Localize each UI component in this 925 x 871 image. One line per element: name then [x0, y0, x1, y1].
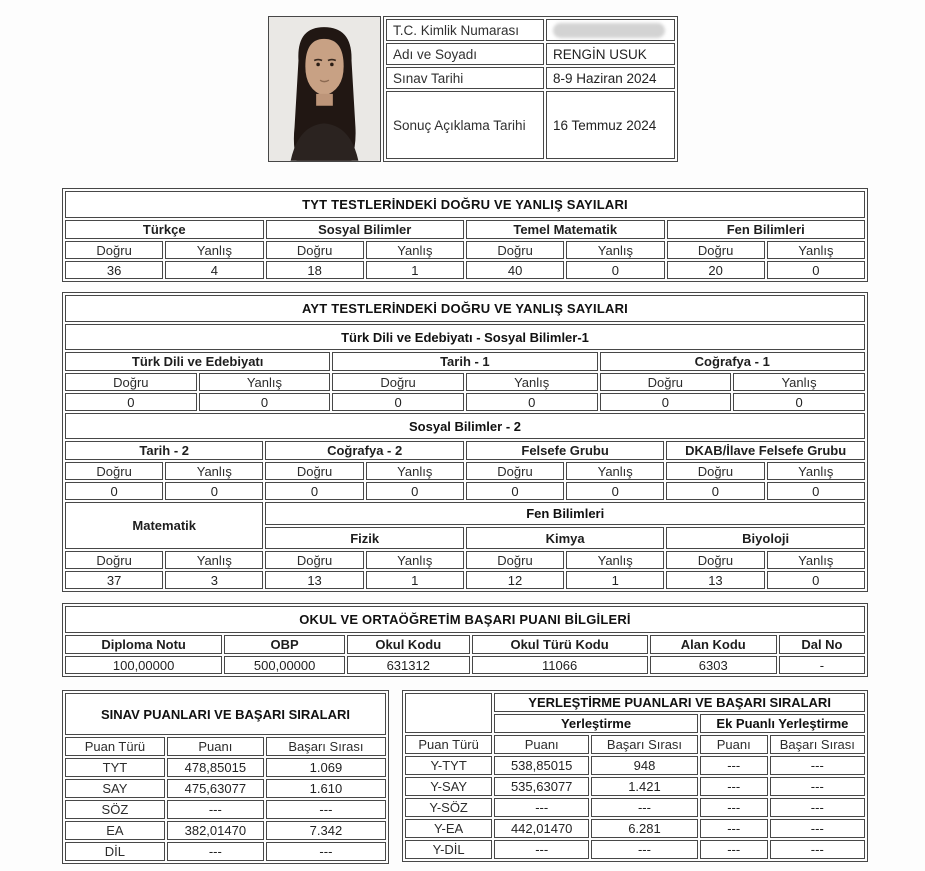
ek-score-value: --- — [700, 840, 768, 859]
okul-table — [62, 603, 868, 677]
rank-value: --- — [266, 800, 386, 819]
yerlestirme-group-header: Yerleştirme — [494, 714, 698, 733]
dogru-header: Doğru — [65, 462, 163, 480]
okul-value-okul-turu: 11066 — [472, 656, 648, 674]
yanlis-value: 0 — [566, 482, 664, 500]
dogru-header: Doğru — [466, 551, 564, 569]
okul-value-diploma: 100,00000 — [65, 656, 222, 674]
dogru-header: Doğru — [332, 373, 464, 391]
sinav-header-basari-sirasi: Başarı Sırası — [266, 737, 386, 756]
yanlis-header: Yanlış — [366, 462, 464, 480]
score-type: TYT — [65, 758, 165, 777]
tyt-values-row — [65, 261, 865, 279]
identity-label-tc: T.C. Kimlik Numarası — [386, 19, 544, 41]
subject-header-cografya2: Coğrafya - 2 — [265, 441, 463, 460]
identity-value-name: RENGİN USUK — [546, 43, 675, 65]
student-photo — [268, 16, 381, 162]
ek-rank-value: --- — [770, 777, 865, 796]
score-value: --- — [494, 840, 589, 859]
score-type: DİL — [65, 842, 165, 861]
score-value: 535,63077 — [494, 777, 589, 796]
score-value: 475,63077 — [167, 779, 264, 798]
yanlis-header: Yanlış — [199, 373, 331, 391]
score-row-ea — [65, 821, 386, 840]
identity-label-exam-date: Sınav Tarihi — [386, 67, 544, 89]
dogru-header: Doğru — [666, 462, 764, 480]
ayt-section2-values-row — [65, 482, 865, 500]
yanlis-header: Yanlış — [767, 462, 865, 480]
ayt-title: AYT TESTLERİNDEKİ DOĞRU VE YANLIŞ SAYILARI — [65, 295, 865, 322]
yanlis-value: 0 — [566, 261, 664, 279]
placement-row-ysoz — [405, 798, 865, 817]
yerlestirme-header-puani: Puanı — [494, 735, 589, 754]
dogru-header: Doğru — [65, 373, 197, 391]
subject-header-turkce: Türkçe — [65, 220, 264, 239]
placement-row-yea — [405, 819, 865, 838]
ek-rank-value: --- — [770, 840, 865, 859]
okul-values-row — [65, 656, 865, 674]
okul-header-obp: OBP — [224, 635, 345, 654]
ayt-section2-title-row — [65, 413, 865, 439]
subject-header-fizik: Fizik — [265, 527, 463, 549]
yanlis-value: 0 — [199, 393, 331, 411]
ayt-section3-dy-row — [65, 551, 865, 569]
identity-table — [383, 16, 678, 162]
score-value: 478,85015 — [167, 758, 264, 777]
ek-rank-value: --- — [770, 798, 865, 817]
identity-section — [268, 16, 925, 162]
okul-header-okul-turu: Okul Türü Kodu — [472, 635, 648, 654]
identity-value-exam-date: 8-9 Haziran 2024 — [546, 67, 675, 89]
score-row-say — [65, 779, 386, 798]
dogru-header: Doğru — [466, 241, 564, 259]
okul-title: OKUL VE ORTAÖĞRETİM BAŞARI PUANI BİLGİLERİ — [65, 606, 865, 633]
yanlis-header: Yanlış — [165, 241, 263, 259]
dogru-header: Doğru — [600, 373, 732, 391]
okul-header-dal-no: Dal No — [779, 635, 865, 654]
dogru-value: 13 — [666, 571, 764, 589]
identity-label-result-date: Sonuç Açıklama Tarihi — [386, 91, 544, 159]
okul-value-alan-kodu: 6303 — [650, 656, 777, 674]
ek-score-value: --- — [700, 819, 768, 838]
sinav-puanlari-table — [62, 690, 389, 864]
subject-header-tarih2: Tarih - 2 — [65, 441, 263, 460]
dogru-header: Doğru — [65, 551, 163, 569]
placement-row-ytyt — [405, 756, 865, 775]
dogru-header: Doğru — [65, 241, 163, 259]
dogru-header: Doğru — [666, 551, 764, 569]
identity-row — [386, 67, 675, 89]
dogru-value: 36 — [65, 261, 163, 279]
identity-value-result-date: 16 Temmuz 2024 — [546, 91, 675, 159]
score-value: 442,01470 — [494, 819, 589, 838]
rank-value: 7.342 — [266, 821, 386, 840]
yanlis-header: Yanlış — [733, 373, 865, 391]
subject-header-matematik: Temel Matematik — [466, 220, 665, 239]
dogru-header: Doğru — [466, 462, 564, 480]
ayt-table — [62, 292, 868, 592]
yanlis-value: 1 — [566, 571, 664, 589]
yanlis-value: 0 — [767, 482, 865, 500]
ek-rank-value: --- — [770, 819, 865, 838]
ayt-section2-dy-row — [65, 462, 865, 480]
portrait-image — [269, 17, 380, 161]
ayt-section3-values-row — [65, 571, 865, 589]
rank-value: --- — [591, 840, 698, 859]
dogru-header: Doğru — [265, 462, 363, 480]
ek-score-value: --- — [700, 777, 768, 796]
dogru-value: 37 — [65, 571, 163, 589]
subject-header-matematik-ayt: Matematik — [65, 502, 263, 549]
dogru-header: Doğru — [265, 551, 363, 569]
okul-header-okul-kodu: Okul Kodu — [347, 635, 469, 654]
dogru-value: 12 — [466, 571, 564, 589]
yanlis-value: 0 — [466, 393, 598, 411]
dogru-value: 0 — [666, 482, 764, 500]
score-value: 382,01470 — [167, 821, 264, 840]
yanlis-header: Yanlış — [466, 373, 598, 391]
yanlis-header: Yanlış — [566, 241, 664, 259]
ek-puanli-group-header: Ek Puanlı Yerleştirme — [700, 714, 865, 733]
ek-score-value: --- — [700, 756, 768, 775]
tyt-title-row — [65, 191, 865, 218]
yerlestirme-title-row — [405, 693, 865, 712]
sinav-header-puani: Puanı — [167, 737, 264, 756]
score-type: Y-SÖZ — [405, 798, 492, 817]
dogru-header: Doğru — [667, 241, 765, 259]
scores-section — [62, 690, 868, 864]
dogru-value: 13 — [265, 571, 363, 589]
ek-score-value: --- — [700, 798, 768, 817]
okul-value-okul-kodu: 631312 — [347, 656, 469, 674]
subject-header-fen: Fen Bilimleri — [667, 220, 866, 239]
yanlis-header: Yanlış — [767, 241, 865, 259]
ayt-section1-dy-row — [65, 373, 865, 391]
rank-value: --- — [591, 798, 698, 817]
score-value: 538,85015 — [494, 756, 589, 775]
score-type: EA — [65, 821, 165, 840]
okul-value-obp: 500,00000 — [224, 656, 345, 674]
sinav-title-row — [65, 693, 386, 735]
rank-value: 948 — [591, 756, 698, 775]
dogru-header: Doğru — [266, 241, 364, 259]
placement-row-ysay — [405, 777, 865, 796]
identity-row — [386, 43, 675, 65]
yanlis-header: Yanlış — [165, 462, 263, 480]
identity-row — [386, 91, 675, 159]
subject-header-biyoloji: Biyoloji — [666, 527, 865, 549]
sinav-header-row — [65, 737, 386, 756]
dogru-value: 20 — [667, 261, 765, 279]
yanlis-value: 0 — [767, 571, 865, 589]
yanlis-value: 3 — [165, 571, 263, 589]
dogru-value: 0 — [332, 393, 464, 411]
subject-header-cografya1: Coğrafya - 1 — [600, 352, 866, 371]
yanlis-header: Yanlış — [366, 241, 464, 259]
okul-value-dal-no: - — [779, 656, 865, 674]
score-row-tyt — [65, 758, 386, 777]
sinav-header-puan-turu: Puan Türü — [65, 737, 165, 756]
okul-header-diploma: Diploma Notu — [65, 635, 222, 654]
ek-header-basari-sirasi: Başarı Sırası — [770, 735, 865, 754]
yerlestirme-title: YERLEŞTİRME PUANLARI VE BAŞARI SIRALARI — [494, 693, 865, 712]
identity-value-tc — [546, 19, 675, 41]
score-type: Y-SAY — [405, 777, 492, 796]
yanlis-value: 1 — [366, 571, 464, 589]
rank-value: --- — [266, 842, 386, 861]
ayt-section2-title: Sosyal Bilimler - 2 — [65, 413, 865, 439]
yanlis-value: 1 — [366, 261, 464, 279]
yanlis-value: 0 — [165, 482, 263, 500]
rank-value: 6.281 — [591, 819, 698, 838]
yerlestirme-header-puan-turu: Puan Türü — [405, 735, 492, 754]
yanlis-header: Yanlış — [767, 551, 865, 569]
subject-header-tarih1: Tarih - 1 — [332, 352, 597, 371]
okul-header-alan-kodu: Alan Kodu — [650, 635, 777, 654]
tyt-subject-row — [65, 220, 865, 239]
ayt-section1-values-row — [65, 393, 865, 411]
score-value: --- — [494, 798, 589, 817]
yanlis-value: 0 — [366, 482, 464, 500]
subject-header-felsefe: Felsefe Grubu — [466, 441, 664, 460]
ayt-section1-title-row — [65, 324, 865, 350]
ayt-fen-title: Fen Bilimleri — [265, 502, 865, 525]
yerlestirme-header-basari-sirasi: Başarı Sırası — [591, 735, 698, 754]
score-value: --- — [167, 800, 264, 819]
dogru-value: 0 — [466, 482, 564, 500]
dogru-value: 40 — [466, 261, 564, 279]
subject-header-kimya: Kimya — [466, 527, 664, 549]
yanlis-value: 0 — [733, 393, 865, 411]
score-row-dil — [65, 842, 386, 861]
ayt-section3-fen-title-row — [65, 502, 865, 525]
ayt-title-row — [65, 295, 865, 322]
ayt-section1-title: Türk Dili ve Edebiyatı - Sosyal Bilimler-1 — [65, 324, 865, 350]
ek-header-puani: Puanı — [700, 735, 768, 754]
rank-value: 1.421 — [591, 777, 698, 796]
score-type: Y-TYT — [405, 756, 492, 775]
yanlis-header: Yanlış — [566, 462, 664, 480]
subject-header-tde: Türk Dili ve Edebiyatı — [65, 352, 330, 371]
score-type: SÖZ — [65, 800, 165, 819]
tyt-dy-row — [65, 241, 865, 259]
ek-rank-value: --- — [770, 756, 865, 775]
sinav-title: SINAV PUANLARI VE BAŞARI SIRALARI — [65, 693, 386, 735]
yanlis-value: 4 — [165, 261, 263, 279]
score-value: --- — [167, 842, 264, 861]
score-type: Y-EA — [405, 819, 492, 838]
yerlestirme-puanlari-table — [402, 690, 868, 862]
redacted-id-number — [553, 23, 665, 38]
subject-header-sosyal: Sosyal Bilimler — [266, 220, 465, 239]
ayt-section2-subject-row — [65, 441, 865, 460]
tyt-table — [62, 188, 868, 282]
yanlis-header: Yanlış — [165, 551, 263, 569]
score-type: Y-DİL — [405, 840, 492, 859]
tyt-title: TYT TESTLERİNDEKİ DOĞRU VE YANLIŞ SAYILARI — [65, 191, 865, 218]
ayt-section1-subject-row — [65, 352, 865, 371]
placement-row-ydil — [405, 840, 865, 859]
dogru-value: 0 — [265, 482, 363, 500]
dogru-value: 0 — [600, 393, 732, 411]
yanlis-value: 0 — [767, 261, 865, 279]
yerlestirme-header-row — [405, 735, 865, 754]
identity-row — [386, 19, 675, 41]
okul-header-row — [65, 635, 865, 654]
score-type: SAY — [65, 779, 165, 798]
dogru-value: 0 — [65, 482, 163, 500]
dogru-value: 18 — [266, 261, 364, 279]
subject-header-dkab: DKAB/İlave Felsefe Grubu — [666, 441, 865, 460]
yerlestirme-corner-cell — [405, 693, 492, 733]
score-row-soz — [65, 800, 386, 819]
okul-title-row — [65, 606, 865, 633]
dogru-value: 0 — [65, 393, 197, 411]
yanlis-header: Yanlış — [366, 551, 464, 569]
rank-value: 1.069 — [266, 758, 386, 777]
yanlis-header: Yanlış — [566, 551, 664, 569]
rank-value: 1.610 — [266, 779, 386, 798]
identity-label-name: Adı ve Soyadı — [386, 43, 544, 65]
